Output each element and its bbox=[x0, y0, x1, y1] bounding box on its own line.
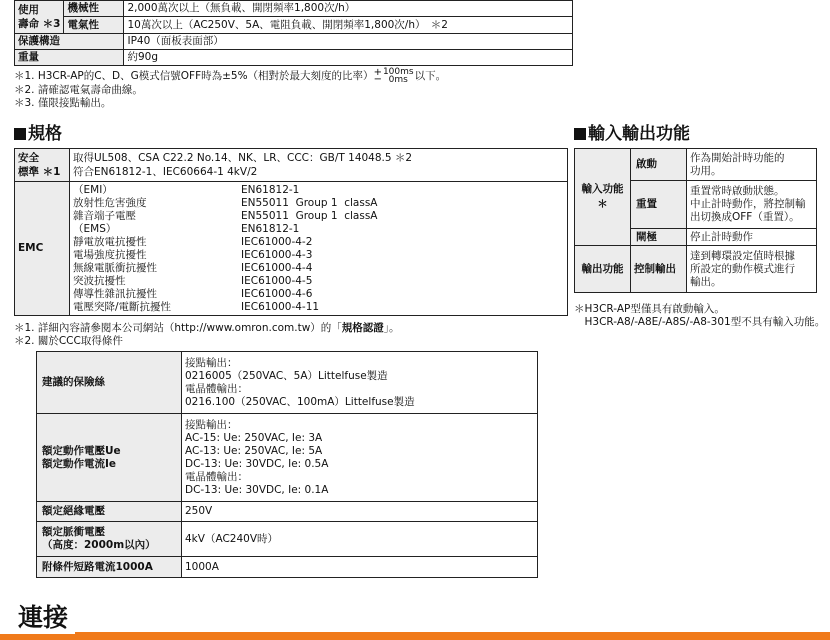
ccc-row-value: 接點輸出： 0216005（250VAC、5A）Littelfuse製造 電晶體輸出： 0216.100（250VAC、100mA）Littelfuse製造 bbox=[182, 352, 538, 414]
life-table bbox=[14, 0, 573, 66]
emc-standard: IEC61000-4-11 bbox=[241, 300, 320, 313]
safety-label: 安全 標準 ＊1 bbox=[15, 149, 70, 182]
emc-row bbox=[73, 288, 564, 301]
gate-value: 停止計時動作 bbox=[687, 229, 817, 246]
top-note-1 bbox=[14, 68, 446, 84]
output-function-label: 輸出功能 bbox=[575, 246, 631, 293]
emc-test-name: （EMI） bbox=[73, 183, 113, 196]
spec-title-text: 規格 bbox=[28, 124, 62, 144]
io-note: ＊H3CR-AP型僅具有啟動輸入。 H3CR-A8/-A8E/-A8S/-A8-301型不具有輸入功能。 bbox=[574, 303, 826, 328]
protect-label: 保護構造 bbox=[15, 34, 124, 50]
emc-standard: IEC61000-4-6 bbox=[241, 287, 313, 300]
life-label: 使用 壽命 ＊3 bbox=[15, 1, 64, 34]
spec-table bbox=[14, 148, 568, 316]
plus-minus-sign: + − bbox=[373, 67, 382, 85]
reset-label: 重置 bbox=[631, 181, 687, 229]
emc-standard: IEC61000-4-4 bbox=[241, 261, 313, 274]
emc-row bbox=[73, 236, 564, 249]
io-title-text: 輸入輸出功能 bbox=[588, 124, 690, 144]
tolerance-upper: 100ms bbox=[382, 67, 414, 77]
weight-value: 約90g bbox=[124, 50, 573, 66]
emc-row bbox=[73, 249, 564, 262]
emc-standard: IEC61000-4-5 bbox=[241, 274, 313, 287]
top-note-2: ＊2. 請確認電氣壽命曲線。 bbox=[14, 84, 143, 96]
ccc-row-value: 1000A bbox=[182, 557, 538, 578]
emc-test-name: 放射性危害強度 bbox=[73, 196, 147, 209]
emc-row bbox=[73, 275, 564, 288]
safety-value: 取得UL508、CSA C22.2 No.14、NK、LR、CCC：GB/T 14048.5 ＊2 符合EN61812-1、IEC60664-1 4kV/2 bbox=[70, 149, 568, 182]
emc-row bbox=[73, 262, 564, 275]
elec-value: 10萬次以上（AC250V、5A、電阻負載、開閉頻率1,800次/h） ＊2 bbox=[124, 17, 573, 34]
elec-label: 電氣性 bbox=[64, 17, 124, 34]
spec-note-1-bold: 規格認證 bbox=[341, 322, 384, 334]
emc-test-name: （EMS） bbox=[73, 222, 117, 235]
emc-row bbox=[73, 223, 564, 236]
spec-note-2: ＊2. 關於CCC取得條件 bbox=[14, 335, 123, 347]
ccc-table bbox=[36, 351, 538, 578]
io-table bbox=[574, 148, 817, 293]
emc-standard: EN61812-1 bbox=[241, 183, 300, 196]
emc-standard: EN55011 Group 1 classA bbox=[241, 196, 378, 209]
emc-test-name: 雜音端子電壓 bbox=[73, 209, 136, 222]
emc-row bbox=[73, 210, 564, 223]
section-square-icon bbox=[574, 128, 586, 140]
emc-test-name: 無線電脈衝抗擾性 bbox=[73, 261, 157, 274]
tolerance-lower: 0ms bbox=[388, 75, 408, 85]
ccc-row-value: 4kV（AC240V時） bbox=[182, 522, 538, 557]
emc-row bbox=[73, 184, 564, 197]
emc-value bbox=[70, 182, 568, 316]
tolerance-fraction bbox=[383, 68, 414, 84]
mech-label: 機械性 bbox=[64, 1, 124, 17]
io-section-title bbox=[574, 124, 690, 144]
spec-section-title bbox=[14, 124, 62, 144]
connection-section-title: 連接 bbox=[18, 603, 69, 632]
emc-standard: EN55011 Group 1 classA bbox=[241, 209, 378, 222]
protect-value: IP40（面板表面部） bbox=[124, 34, 573, 50]
ccc-row-label: 額定絕緣電壓 bbox=[37, 502, 182, 522]
ccc-row-label: 建議的保險絲 bbox=[37, 352, 182, 414]
emc-test-name: 突波抗擾性 bbox=[73, 274, 126, 287]
mech-value: 2,000萬次以上（無負載、開閉頻率1,800次/h） bbox=[124, 1, 573, 17]
emc-test-name: 傳導性雜訊抗擾性 bbox=[73, 287, 157, 300]
ccc-row-label: 額定脈衝電壓 （高度：2000m以內） bbox=[37, 522, 182, 557]
start-label: 啟動 bbox=[631, 149, 687, 181]
emc-row bbox=[73, 197, 564, 210]
top-note-1-prefix: ＊1. H3CR-AP的C、D、G模式信號OFF時為±5%（相對於最大刻度的比率） bbox=[14, 70, 374, 82]
spec-note-1-suffix: 」。 bbox=[383, 322, 400, 334]
top-note-1-suffix: 以下。 bbox=[414, 70, 447, 82]
input-function-label: 輸入功能 ＊ bbox=[575, 149, 631, 246]
spec-note-1-prefix: ＊1. 詳細內容請參閱本公司網站（http://www.omron.com.tw）的「 bbox=[14, 322, 342, 334]
ccc-row-label: 額定動作電壓Ue 額定動作電流Ie bbox=[37, 414, 182, 502]
spec-note-1 bbox=[14, 322, 400, 335]
section-square-icon bbox=[14, 128, 26, 140]
accent-bar bbox=[0, 634, 830, 640]
weight-label: 重量 bbox=[15, 50, 124, 66]
emc-standard: EN61812-1 bbox=[241, 222, 300, 235]
emc-test-name: 電場強度抗擾性 bbox=[73, 248, 147, 261]
start-value: 作為開始計時功能的 功用。 bbox=[687, 149, 817, 181]
reset-value: 重置常時啟動狀態。 中止計時動作，將控制輸 出切換成OFF（重置）。 bbox=[687, 181, 817, 229]
ccc-row-value: 250V bbox=[182, 502, 538, 522]
ccc-row-label: 附條件短路電流1000A bbox=[37, 557, 182, 578]
emc-list bbox=[73, 184, 564, 314]
control-output-label: 控制輸出 bbox=[631, 246, 687, 293]
gate-label: 閘極 bbox=[631, 229, 687, 246]
ccc-row-value: 接點輸出： AC-15: Ue: 250VAC, Ie: 3A AC-13: Ue: 250VAC, Ie: 5A DC-13: Ue: 30VDC, Ie: 0.5A 電晶體輸出： DC-13: Ue: 30VDC, Ie: 0.1A bbox=[182, 414, 538, 502]
top-note-3: ＊3. 僅限接點輸出。 bbox=[14, 97, 112, 109]
emc-test-name: 靜電放電抗擾性 bbox=[73, 235, 147, 248]
control-output-value: 達到轉環設定值時根據 所設定的動作模式進行 輸出。 bbox=[687, 246, 817, 293]
emc-standard: IEC61000-4-3 bbox=[241, 248, 313, 261]
emc-standard: IEC61000-4-2 bbox=[241, 235, 313, 248]
emc-row bbox=[73, 301, 564, 314]
emc-test-name: 電壓突降/電斷抗擾性 bbox=[73, 300, 172, 313]
emc-label: EMC bbox=[15, 182, 70, 316]
